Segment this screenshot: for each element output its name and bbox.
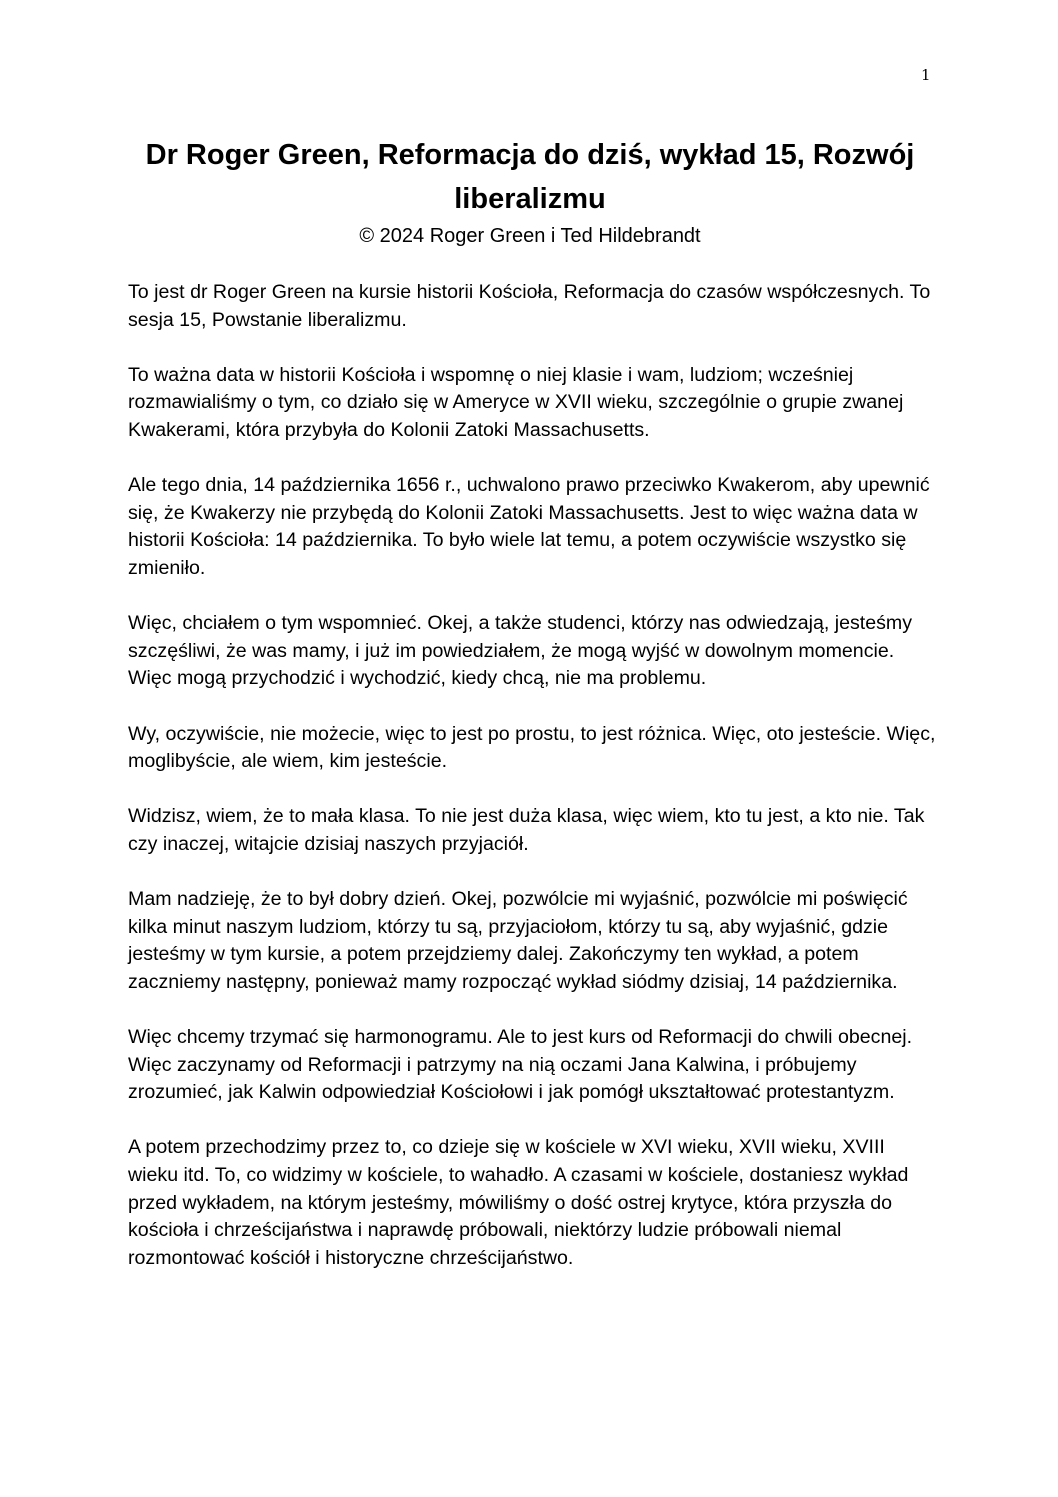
paragraph: Wy, oczywiście, nie możecie, więc to jest po prostu, to jest różnica. Więc, oto jesteście. Więc, moglibyście, ale wiem, kim jesteście. xyxy=(128,722,936,773)
paragraph: Widzisz, wiem, że to mała klasa. To nie jest duża klasa, więc wiem, kto tu jest, a kto nie. Tak czy inaczej, witajcie dzisiaj naszych przyjaciół. xyxy=(128,805,925,855)
paragraph: Ale tego dnia, 14 października 1656 r., uchwalono prawo przeciwko Kwakerom, aby upewnić się, że Kwakerzy nie przybędą do Kolonii Zatoki Massachusetts. Jest to więc ważna data w historii Kościoła: 14 października. To było wiele lat temu, a potem oczywiście wszystko się zmieniło. xyxy=(128,474,930,579)
paragraph: Więc, chciałem o tym wspomnieć. Okej, a także studenci, którzy nas odwiedzają, jesteśmy szczęśliwi, że was mamy, i już im powiedziałem, że mogą wyjść w dowolnym momencie. Więc mogą przychodzić i wychodzić, kiedy chcą, nie ma problemu. xyxy=(128,612,913,690)
paragraph: Mam nadzieję, że to był dobry dzień. Okej, pozwólcie mi wyjaśnić, pozwólcie mi poświęcić kilka minut naszym ludziom, którzy tu są, przyjaciołom, którzy tu są, aby wyjaśnić, gdzie jesteśmy w tym kursie, a potem przejdziemy dalej. Zakończymy ten wykład, a potem zaczniemy następny, ponieważ mamy rozpocząć wykład siódmy dzisiaj, 14 października. xyxy=(128,888,908,993)
paragraph: To ważna data w historii Kościoła i wspomnę o niej klasie i wam, ludziom; wcześniej rozmawialiśmy o tym, co działo się w Ameryce w XVII wieku, szczególnie o grupie zwanej Kwakerami, która przybyła do Kolonii Zatoki Massachusetts. xyxy=(128,363,904,441)
document-title: Dr Roger Green, Reformacja do dziś, wykład 15, Rozwój liberalizmu xyxy=(145,139,915,215)
copyright-line: © 2024 Roger Green i Ted Hildebrandt xyxy=(359,225,701,247)
document-body xyxy=(128,279,940,1300)
paragraph: To jest dr Roger Green na kursie historii Kościoła, Reformacja do czasów współczesnych. To sesja 15, Powstanie liberalizmu. xyxy=(128,281,931,331)
paragraph: A potem przechodzimy przez to, co dzieje się w kościele w XVI wieku, XVII wieku, XVIII wieku itd. To, co widzimy w kościele, to wahadło. A czasami w kościele, dostaniesz wykład przed wykładem, na którym jesteśmy, mówiliśmy o dość ostrej krytyce, która przyszła do kościoła i chrześcijaństwa i naprawdę próbowali, niektórzy ludzie próbowali niemal rozmontować kościół i historyczne chrześcijaństwo. xyxy=(128,1136,909,1269)
page-number: 1 xyxy=(921,66,931,84)
paragraph: Więc chcemy trzymać się harmonogramu. Ale to jest kurs od Reformacji do chwili obecnej. Więc zaczynamy od Reformacji i patrzymy na nią oczami Jana Kalwina, i próbujemy zrozumieć, jak Kalwin odpowiedział Kościołowi i jak pomógł ukształtować protestantyzm. xyxy=(128,1026,913,1104)
